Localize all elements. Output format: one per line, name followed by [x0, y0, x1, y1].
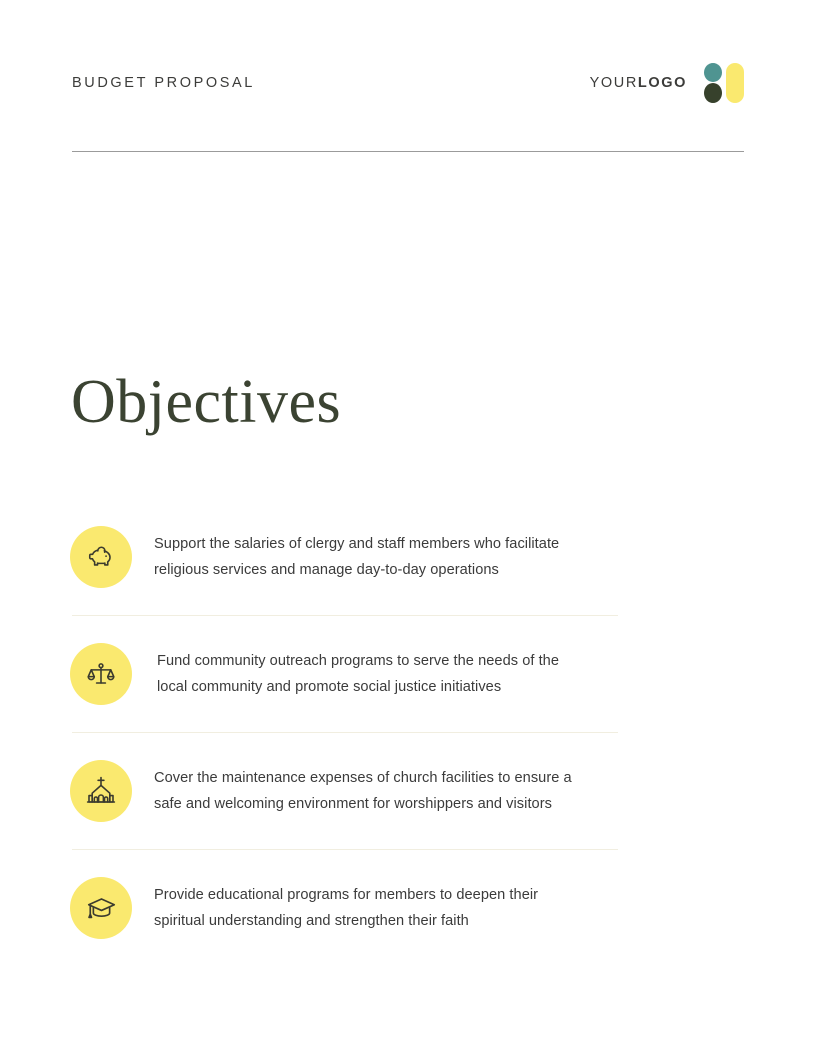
- document-kicker: BUDGET PROPOSAL: [72, 74, 255, 91]
- document-header: [72, 62, 744, 104]
- objectives-list: [72, 518, 672, 947]
- list-item-line1: Cover the maintenance expenses of church facilities to ensure a: [154, 770, 572, 786]
- list-item-line2: safe and welcoming environment for worshippers and visitors: [154, 796, 552, 812]
- list-item: [72, 635, 672, 713]
- header-divider: [72, 151, 744, 152]
- graduation-cap-icon: [70, 877, 132, 939]
- list-item-text: [154, 765, 572, 817]
- list-item-line1: Provide educational programs for members to deepen their: [154, 887, 539, 903]
- logo-word-bold: LOGO: [637, 74, 687, 91]
- list-item-line2: local community and promote social justice initiatives: [157, 679, 502, 695]
- logo-yellow-pill-icon: [726, 63, 744, 103]
- list-item-text: [154, 882, 538, 934]
- logo-mark-icon: [704, 62, 744, 104]
- list-item-text: [157, 648, 559, 700]
- list-item-text: [154, 531, 559, 583]
- scales-of-justice-icon: [70, 643, 132, 705]
- church-icon: [70, 760, 132, 822]
- list-item-line1: Fund community outreach programs to serve the needs of the: [157, 653, 560, 669]
- piggy-bank-icon: [70, 526, 132, 588]
- list-item: [72, 752, 672, 830]
- logo-word-light: YOUR: [589, 74, 638, 91]
- list-item-line2: religious services and manage day-to-day operations: [154, 562, 499, 578]
- list-item-line2: spiritual understanding and strengthen their faith: [154, 913, 469, 929]
- logo-teal-circle-icon: [704, 63, 722, 82]
- logo-wordmark: [590, 76, 687, 91]
- list-item-line1: Support the salaries of clergy and staff members who facilitate: [154, 536, 560, 552]
- brand-logo: [590, 62, 744, 104]
- list-item: [72, 869, 672, 947]
- logo-green-circle-icon: [704, 83, 722, 103]
- page-title: Objectives: [71, 368, 342, 436]
- list-item: [72, 518, 672, 596]
